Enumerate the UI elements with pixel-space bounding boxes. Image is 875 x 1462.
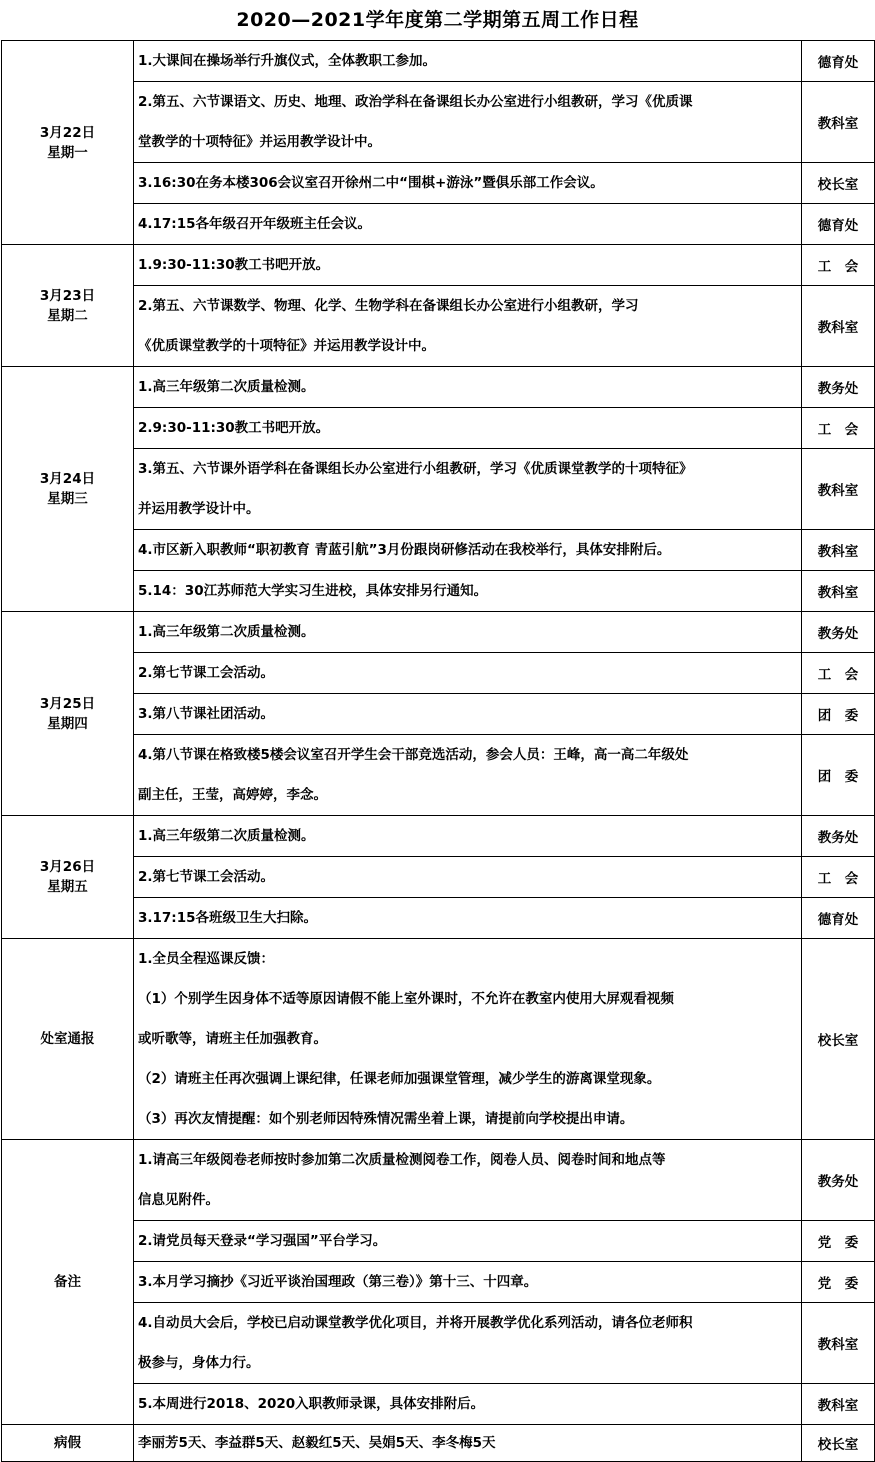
item-content (134, 163, 802, 204)
item-line: 2.第七节课工会活动。 (138, 665, 275, 681)
item-line: 3.本月学习摘抄《习近平谈治国理政（第三卷）》第十三、十四章。 (138, 1274, 538, 1290)
item-content (134, 816, 802, 857)
department-cell: 工 会 (802, 408, 875, 449)
item-line: 4.市区新入职教师“职初教育 青蓝引航”3月份跟岗研修活动在我校举行，具体安排附后。 (138, 542, 671, 558)
item-line: 5.本周进行2018、2020入职教师录课，具体安排附后。 (138, 1396, 485, 1412)
department-cell: 党 委 (802, 1262, 875, 1303)
department-cell: 教科室 (802, 286, 875, 367)
item-content (134, 898, 802, 939)
item-line: 2.第七节课工会活动。 (138, 869, 275, 885)
day-cell (2, 612, 134, 816)
item-content (134, 612, 802, 653)
item-content (134, 41, 802, 82)
department-cell: 教科室 (802, 571, 875, 612)
department-cell: 德育处 (802, 41, 875, 82)
item-content (134, 735, 802, 816)
day-date: 3月24日 (39, 471, 96, 487)
item-line: 副主任，王莹，高婷婷，李念。 (138, 787, 327, 803)
day-date: 3月22日 (39, 124, 96, 141)
item-line: 1.大课间在操场举行升旗仪式，全体教职工参加。 (138, 53, 437, 69)
notice-line: （3）再次友情提醒：如个别老师因特殊情况需坐着上课，请提前向学校提出申请。 (138, 1111, 634, 1127)
notice-line: （1）个别学生因身体不适等原因请假不能上室外课时，不允许在教室内使用大屏观看视频 (138, 991, 674, 1007)
schedule-row (2, 367, 875, 408)
schedule-body (2, 41, 875, 1462)
department-cell: 教科室 (802, 1384, 875, 1425)
item-content (134, 571, 802, 612)
page-title: 2020—2021学年度第二学期第五周工作日程 (236, 9, 639, 31)
item-line: 1.高三年级第二次质量检测。 (138, 379, 315, 395)
department-cell: 教务处 (802, 1140, 875, 1221)
department-cell: 工 会 (802, 653, 875, 694)
notice-line: 或听歌等，请班主任加强教育。 (138, 1031, 327, 1047)
day-cell (2, 245, 134, 367)
schedule-row (2, 612, 875, 653)
department-cell: 教务处 (802, 367, 875, 408)
item-content (134, 694, 802, 735)
day-cell (2, 41, 134, 245)
item-line: 5.14：30江苏师范大学实习生进校，具体安排另行通知。 (138, 583, 488, 599)
item-content (134, 857, 802, 898)
item-content (134, 653, 802, 694)
day-date: 3月23日 (39, 287, 96, 304)
notice-content (134, 939, 802, 1140)
item-line: 1.9:30-11:30教工书吧开放。 (138, 257, 330, 273)
day-weekday: 星期五 (47, 879, 88, 895)
item-line: 4.自动员大会后，学校已启动课堂教学优化项目，并将开展教学优化系列活动，请各位老师积 (138, 1315, 693, 1331)
item-content (134, 449, 802, 530)
item-content (134, 245, 802, 286)
item-line: 1.高三年级第二次质量检测。 (138, 624, 315, 640)
department-cell: 工 会 (802, 857, 875, 898)
item-line: 1.高三年级第二次质量检测。 (138, 828, 315, 844)
item-line: 信息见附件。 (138, 1192, 219, 1208)
day-weekday: 星期三 (47, 491, 88, 507)
day-cell (2, 816, 134, 939)
notice-row (2, 939, 875, 1140)
item-content (134, 286, 802, 367)
department-cell: 教科室 (802, 449, 875, 530)
department-cell: 校长室 (802, 163, 875, 204)
day-weekday: 星期四 (47, 715, 88, 732)
item-content (134, 1221, 802, 1262)
department-cell: 教务处 (802, 612, 875, 653)
sick-leave-row (2, 1425, 875, 1462)
item-line: 2.第五、六节课数学、物理、化学、生物学科在备课组长办公室进行小组教研，学习 (138, 298, 639, 314)
day-cell (2, 367, 134, 612)
department-cell: 教科室 (802, 530, 875, 571)
item-content (134, 1384, 802, 1425)
item-content (134, 82, 802, 163)
notice-line: （2）请班主任再次强调上课纪律，任课老师加强课堂管理，减少学生的游离课堂现象。 (138, 1071, 661, 1087)
item-line: 4.第八节课在格致楼5楼会议室召开学生会干部竞选活动，参会人员：王峰，高一高二年级处 (138, 747, 689, 763)
item-line: 1.请高三年级阅卷老师按时参加第二次质量检测阅卷工作，阅卷人员、阅卷时间和地点等 (138, 1152, 666, 1168)
department-cell: 工 会 (802, 245, 875, 286)
department-cell: 校长室 (802, 939, 875, 1140)
schedule-row (2, 41, 875, 82)
item-content (134, 408, 802, 449)
item-line: 3.16:30在务本楼306会议室召开徐州二中“围棋+游泳”暨俱乐部工作会议。 (138, 175, 604, 191)
item-line: 2.第五、六节课语文、历史、地理、政治学科在备课组长办公室进行小组教研，学习《优质课 (138, 94, 693, 110)
notice-label: 处室通报 (2, 939, 134, 1140)
schedule-table (1, 40, 875, 1462)
item-line: 堂教学的十项特征》并运用教学设计中。 (138, 134, 381, 150)
item-line: 3.第五、六节课外语学科在备课组长办公室进行小组教研，学习《优质课堂教学的十项特征》 (138, 461, 693, 477)
item-line: 极参与，身体力行。 (138, 1355, 260, 1371)
item-line: 并运用教学设计中。 (138, 501, 260, 517)
item-line: 《优质课堂教学的十项特征》并运用教学设计中。 (138, 338, 435, 354)
sick-leave-text: 李丽芳5天、李益群5天、赵毅红5天、吴娟5天、李冬梅5天 (138, 1435, 496, 1451)
remarks-label: 备注 (2, 1140, 134, 1425)
item-line: 2.请党员每天登录“学习强国”平台学习。 (138, 1233, 387, 1249)
item-content (134, 1303, 802, 1384)
department-cell: 校长室 (802, 1425, 875, 1462)
sick-leave-content (134, 1425, 802, 1462)
department-cell: 教科室 (802, 1303, 875, 1384)
department-cell: 团 委 (802, 735, 875, 816)
item-content (134, 1262, 802, 1303)
item-line: 4.17:15各年级召开年级班主任会议。 (138, 216, 371, 232)
item-line: 3.17:15各班级卫生大扫除。 (138, 910, 317, 926)
notice-line: 1.全员全程巡课反馈： (138, 951, 275, 967)
department-cell: 德育处 (802, 204, 875, 245)
day-date: 3月25日 (39, 695, 96, 712)
day-weekday: 星期一 (47, 144, 88, 161)
schedule-row (2, 816, 875, 857)
department-cell: 德育处 (802, 898, 875, 939)
day-weekday: 星期二 (47, 307, 88, 324)
sick-leave-label: 病假 (2, 1425, 134, 1462)
item-line: 2.9:30-11:30教工书吧开放。 (138, 420, 330, 436)
item-content (134, 530, 802, 571)
department-cell: 教务处 (802, 816, 875, 857)
schedule-row (2, 245, 875, 286)
department-cell: 团 委 (802, 694, 875, 735)
day-date: 3月26日 (39, 859, 96, 875)
item-content (134, 1140, 802, 1221)
remarks-row (2, 1140, 875, 1221)
item-content (134, 367, 802, 408)
item-line: 3.第八节课社团活动。 (138, 706, 275, 722)
department-cell: 教科室 (802, 82, 875, 163)
department-cell: 党 委 (802, 1221, 875, 1262)
item-content (134, 204, 802, 245)
